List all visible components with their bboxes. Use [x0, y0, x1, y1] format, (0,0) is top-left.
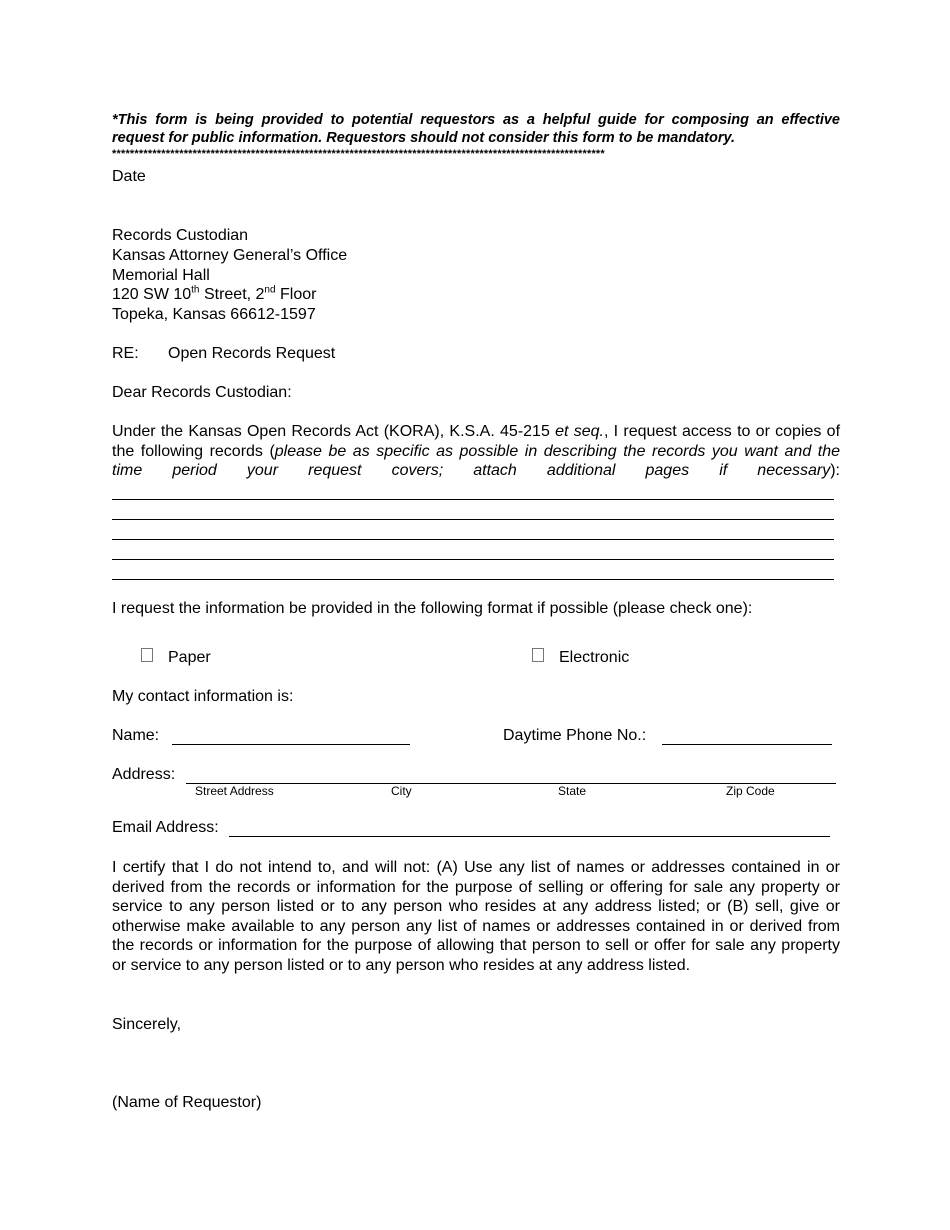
- salutation: Dear Records Custodian:: [112, 384, 292, 401]
- date-label: Date: [112, 168, 146, 185]
- phone-label: Daytime Phone No.:: [503, 727, 647, 744]
- name-field[interactable]: [172, 728, 410, 745]
- address-line-4: 120 SW 10th Street, 2nd Floor: [112, 284, 317, 303]
- disclaimer-note: *This form is being provided to potential requestors as a helpful guide for composing an effective request for public information. Requestors should not consider this form to be mandatory.: [112, 112, 840, 146]
- records-blank-line[interactable]: [112, 579, 834, 580]
- certification-paragraph: I certify that I do not intend to, and will not: (A) Use any list of names or addresses contained in or derived from the records or information for the purpose of selling or offering for sale any property or service to any person listed or to any person who resides at any address listed; or (B) sell, give or otherwise make available to any person any list of names or addresses contained in or derived from the records or information for the purpose of allowing that person to sell or offer for sale any property or service to any person listed or to any person who resides at any address listed.: [112, 859, 840, 974]
- electronic-checkbox[interactable]: [532, 648, 544, 662]
- email-field[interactable]: [229, 820, 830, 837]
- closing: Sincerely,: [112, 1016, 182, 1033]
- name-label: Name:: [112, 727, 160, 744]
- records-blank-line[interactable]: [112, 559, 834, 560]
- paper-label: Paper: [168, 649, 211, 666]
- records-blank-line[interactable]: [112, 539, 834, 540]
- city-caption: City: [391, 784, 412, 798]
- re-label: RE:: [112, 345, 139, 362]
- address-line-1: Records Custodian: [112, 227, 249, 244]
- address-line-5: Topeka, Kansas 66612-1597: [112, 306, 316, 323]
- email-label: Email Address:: [112, 819, 219, 836]
- contact-intro: My contact information is:: [112, 688, 294, 705]
- street-address-caption: Street Address: [195, 784, 274, 798]
- signature-label: (Name of Requestor): [112, 1094, 262, 1111]
- address-label: Address:: [112, 766, 176, 783]
- address-line-3: Memorial Hall: [112, 267, 210, 284]
- address-line-2: Kansas Attorney General’s Office: [112, 247, 348, 264]
- request-paragraph: Under the Kansas Open Records Act (KORA), K.S.A. 45-215 et seq., I request access to or copies of the following records (please be as specific as possible in describing the records you want and the time period your request covers; attach additional pages if necessary):: [112, 423, 841, 479]
- separator-line: **************************************************************************************************************: [112, 148, 605, 160]
- electronic-label: Electronic: [559, 649, 630, 666]
- records-blank-line[interactable]: [112, 499, 834, 500]
- format-prompt: I request the information be provided in the following format if possible (please check one):: [112, 600, 753, 617]
- records-blank-line[interactable]: [112, 519, 834, 520]
- state-caption: State: [558, 784, 587, 798]
- phone-field[interactable]: [662, 728, 832, 745]
- zip-code-caption: Zip Code: [726, 784, 775, 798]
- paper-checkbox[interactable]: [141, 648, 153, 662]
- re-subject: Open Records Request: [168, 345, 336, 362]
- address-field[interactable]: [186, 767, 836, 784]
